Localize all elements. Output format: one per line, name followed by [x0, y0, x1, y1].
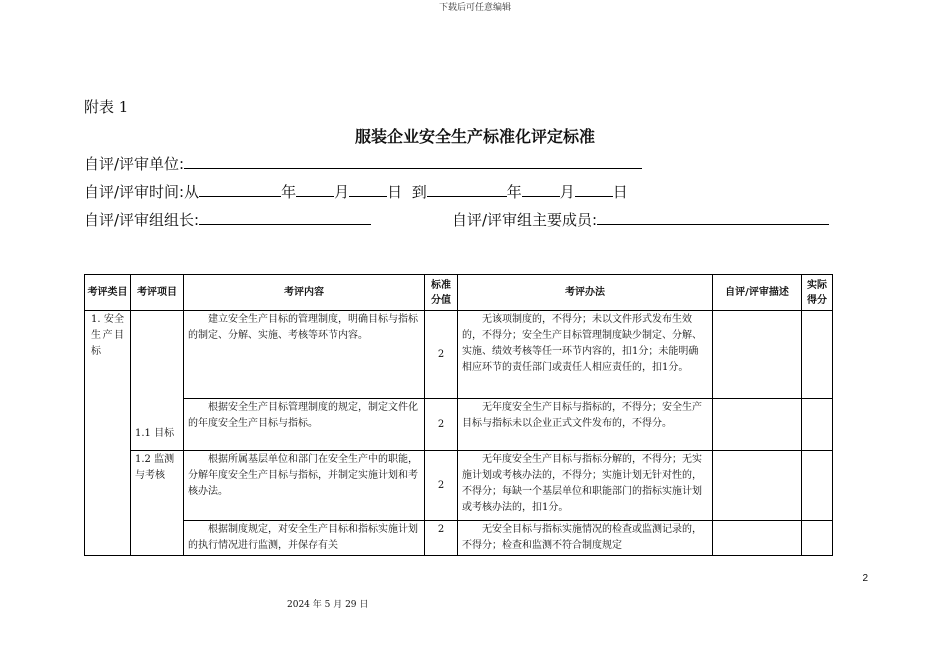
to-label: 到	[411, 183, 427, 201]
to-month-blank[interactable]	[522, 181, 560, 197]
actual-score-cell[interactable]	[802, 311, 833, 399]
evaluation-table	[84, 274, 833, 556]
header-score: 标准分值	[425, 275, 458, 311]
unit-label: 自评/评审单位:	[84, 155, 185, 173]
content-cell: 根据所属基层单位和部门在安全生产中的职能，分解年度安全生产目标与指标，并制定实施计划和考核办法。	[184, 451, 425, 521]
score-cell: 2	[425, 399, 458, 451]
table-row	[85, 399, 833, 451]
members-line	[452, 209, 829, 230]
score-cell: 2	[425, 451, 458, 521]
actual-score-cell[interactable]	[802, 399, 833, 451]
item-1-2-cell: 1.2 监测与考核	[131, 451, 184, 556]
page-number: 2	[862, 573, 868, 584]
header-description: 自评/评审描述	[713, 275, 802, 311]
time-label: 自评/评审时间:从	[84, 183, 200, 201]
score-cell: 2	[425, 311, 458, 399]
from-day-blank[interactable]	[349, 181, 387, 197]
content-cell: 根据制度规定，对安全生产目标和指标实施计划的执行情况进行监测，并保存有关	[184, 521, 425, 556]
content-cell: 建立安全生产目标的管理制度，明确目标与指标的制定、分解、实施、考核等环节内容。	[184, 311, 425, 399]
members-label: 自评/评审组主要成员:	[452, 211, 598, 229]
header-item: 考评项目	[131, 275, 184, 311]
leader-line	[84, 209, 371, 230]
actual-score-cell[interactable]	[802, 451, 833, 521]
header-note: 下载后可任意编辑	[438, 3, 511, 13]
category-cell: 1. 安全生产目标	[85, 311, 131, 556]
from-month-blank[interactable]	[296, 181, 334, 197]
actual-score-cell[interactable]	[802, 521, 833, 556]
time-line	[84, 181, 628, 202]
appendix-label: 附表 1	[84, 98, 129, 116]
method-cell: 无年度安全生产目标与指标分解的，不得分；无实施计划或考核办法的，不得分；实施计划无针对性的，不得分；每缺一个基层单位和职能部门的指标实施计划或考核办法的，扣1分。	[458, 451, 713, 521]
month-label: 月	[334, 183, 350, 201]
to-year-blank[interactable]	[427, 181, 507, 197]
item-1-1-cell: 1.1 目标	[131, 311, 184, 451]
leader-blank[interactable]	[199, 209, 371, 225]
method-cell: 无该项制度的，不得分；未以文件形式发布生效的，不得分；安全生产目标管理制度缺少制定、分解、实施、绩效考核等任一环节内容的，扣1分；未能明确相应环节的责任部门或责任人相应责任的，扣1分。	[458, 311, 713, 399]
unit-line	[84, 153, 642, 174]
description-cell[interactable]	[713, 311, 802, 399]
footer-date: 2024 年 5 月 29 日	[287, 600, 369, 610]
day-label: 日	[387, 183, 403, 201]
year-label-2: 年	[506, 183, 522, 201]
from-year-blank[interactable]	[199, 181, 281, 197]
members-blank[interactable]	[597, 209, 829, 225]
method-cell: 无安全目标与指标实施情况的检查或监测记录的，不得分；检查和监测不符合制度规定	[458, 521, 713, 556]
year-label: 年	[281, 183, 297, 201]
table-row	[85, 311, 833, 399]
to-day-blank[interactable]	[575, 181, 613, 197]
header-category: 考评类目	[85, 275, 131, 311]
leader-label: 自评/评审组组长:	[84, 211, 200, 229]
description-cell[interactable]	[713, 399, 802, 451]
header-content: 考评内容	[184, 275, 425, 311]
method-cell: 无年度安全生产目标与指标的，不得分；安全生产目标与指标未以企业正式文件发布的，不得分。	[458, 399, 713, 451]
unit-blank[interactable]	[184, 153, 642, 169]
month-label-2: 月	[559, 183, 575, 201]
day-label-2: 日	[612, 183, 628, 201]
header-actual-score: 实际得分	[802, 275, 833, 311]
header-method: 考评办法	[458, 275, 713, 311]
table-row	[85, 521, 833, 556]
table-header-row	[85, 275, 833, 311]
document-title: 服装企业安全生产标准化评定标准	[354, 127, 595, 146]
description-cell[interactable]	[713, 521, 802, 556]
score-cell: 2	[425, 521, 458, 556]
description-cell[interactable]	[713, 451, 802, 521]
content-cell: 根据安全生产目标管理制度的规定，制定文件化的年度安全生产目标与指标。	[184, 399, 425, 451]
table-row	[85, 451, 833, 521]
